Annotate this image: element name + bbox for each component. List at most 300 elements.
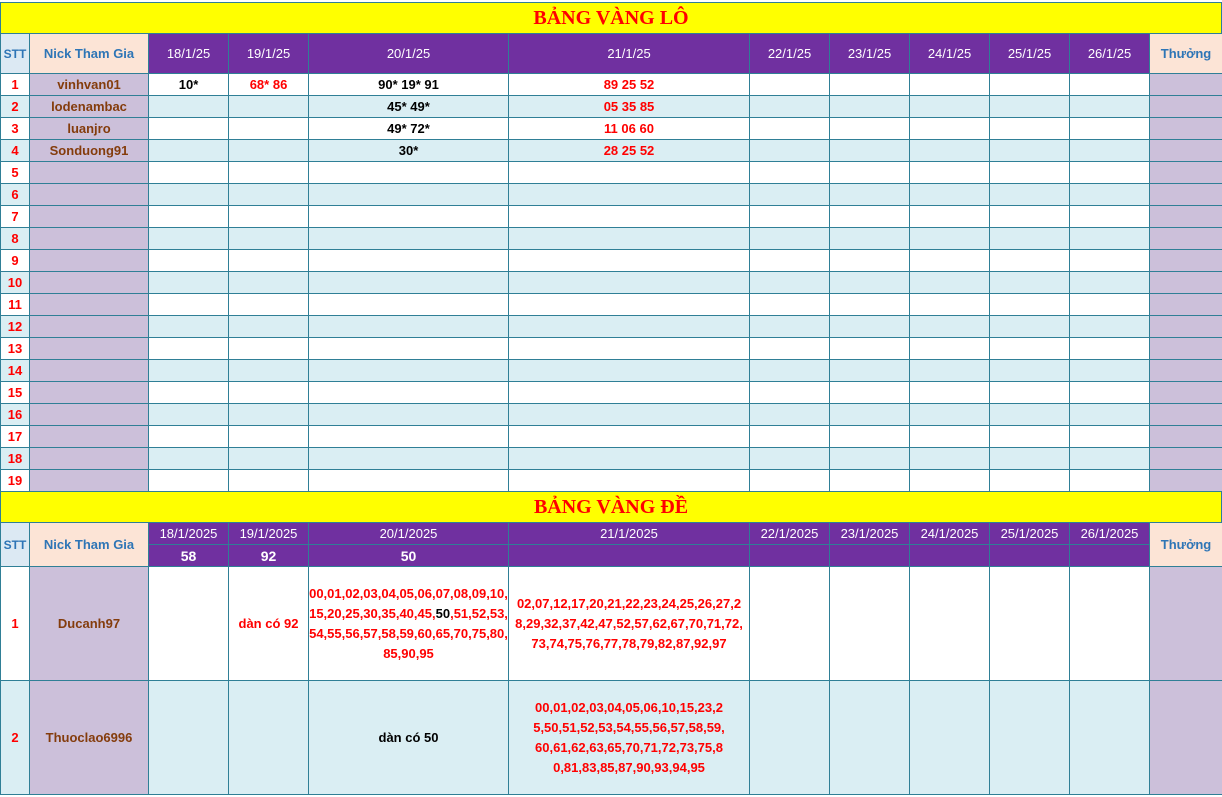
lo-cell	[910, 162, 990, 184]
lo-cell: 28 25 52	[509, 140, 750, 162]
lo-stt-cell: 6	[1, 184, 30, 206]
lo-nick-cell	[30, 448, 149, 470]
lo-cell	[149, 338, 229, 360]
lo-cell	[1070, 74, 1150, 96]
de-date-header: 19/1/2025	[229, 523, 309, 545]
lo-cell	[830, 426, 910, 448]
lo-stt-cell: 2	[1, 96, 30, 118]
lo-cell	[229, 470, 309, 492]
lo-cell	[509, 206, 750, 228]
lo-cell	[1070, 228, 1150, 250]
de-date-header: 20/1/2025	[309, 523, 509, 545]
lo-cell	[229, 96, 309, 118]
lo-cell	[509, 448, 750, 470]
lo-date-header: 20/1/25	[309, 34, 509, 74]
lo-cell	[750, 448, 830, 470]
de-date-header: 25/1/2025	[990, 523, 1070, 545]
lo-cell	[509, 228, 750, 250]
lo-cell	[990, 382, 1070, 404]
lo-stt-cell: 19	[1, 470, 30, 492]
lo-nick-cell	[30, 250, 149, 272]
lo-cell	[990, 272, 1070, 294]
lo-row	[1, 404, 1222, 426]
lo-cell	[509, 426, 750, 448]
lo-cell	[1070, 294, 1150, 316]
de-result	[1070, 545, 1150, 567]
lo-cell	[149, 206, 229, 228]
lo-cell	[229, 162, 309, 184]
lo-cell: 49* 72*	[309, 118, 509, 140]
lo-row	[1, 74, 1222, 96]
lo-cell	[149, 426, 229, 448]
lo-cell: 10*	[149, 74, 229, 96]
lo-cell: 30*	[309, 140, 509, 162]
lo-cell	[1070, 448, 1150, 470]
lo-row	[1, 118, 1222, 140]
lo-cell	[509, 316, 750, 338]
de-date-header: 21/1/2025	[509, 523, 750, 545]
de-cell	[990, 567, 1070, 681]
lo-nick-cell	[30, 162, 149, 184]
lo-row	[1, 96, 1222, 118]
lo-cell	[1070, 316, 1150, 338]
lo-cell	[910, 360, 990, 382]
lo-stt-cell: 3	[1, 118, 30, 140]
lo-cell	[750, 162, 830, 184]
lo-cell	[990, 294, 1070, 316]
de-cell: 02,07,12,17,20,21,22,23,24,25,26,27,28,29,32,37,42,47,52,57,62,67,70,71,72,73,74,75,76,77,78,79,82,87,92,97	[509, 567, 750, 681]
lo-cell	[1070, 206, 1150, 228]
lo-cell	[990, 360, 1070, 382]
lo-cell	[309, 382, 509, 404]
lo-row	[1, 140, 1222, 162]
lo-cell	[509, 294, 750, 316]
lo-cell	[830, 316, 910, 338]
lo-cell	[830, 338, 910, 360]
lo-cell	[149, 316, 229, 338]
lo-date-header: 23/1/25	[830, 34, 910, 74]
lo-row	[1, 162, 1222, 184]
lo-cell	[1070, 184, 1150, 206]
lo-thuong-cell	[1150, 74, 1222, 96]
de-date-header: 23/1/2025	[830, 523, 910, 545]
de-result	[910, 545, 990, 567]
lo-cell	[910, 338, 990, 360]
lo-stt-cell: 14	[1, 360, 30, 382]
lo-cell	[229, 184, 309, 206]
lo-cell	[309, 426, 509, 448]
lo-cell	[309, 228, 509, 250]
lo-cell	[149, 162, 229, 184]
lo-nick-cell	[30, 294, 149, 316]
lo-cell	[750, 294, 830, 316]
lo-cell	[750, 184, 830, 206]
lo-cell	[990, 118, 1070, 140]
de-numbers: 00,01,02,03,04,05,06,07,08,09,10,15,20,25,30,35,40,45,	[309, 585, 508, 621]
lo-cell	[229, 206, 309, 228]
lo-cell	[1070, 382, 1150, 404]
lo-row	[1, 250, 1222, 272]
lo-nick-header: Nick Tham Gia	[30, 34, 149, 74]
lo-cell	[990, 162, 1070, 184]
de-numbers: ,51,52,53,54,55,56,57,58,59,60,65,70,75,80,85,90,95	[309, 605, 508, 661]
lo-cell	[990, 184, 1070, 206]
lo-cell	[830, 250, 910, 272]
de-result	[990, 545, 1070, 567]
de-result	[509, 545, 750, 567]
lo-row	[1, 228, 1222, 250]
de-row	[1, 681, 1222, 795]
de-result	[830, 545, 910, 567]
lo-stt-cell: 11	[1, 294, 30, 316]
lo-cell	[910, 294, 990, 316]
de-result: 92	[229, 545, 309, 567]
de-cell	[1070, 567, 1150, 681]
de-date-header: 24/1/2025	[910, 523, 990, 545]
lo-cell	[309, 404, 509, 426]
lo-stt-cell: 16	[1, 404, 30, 426]
lo-cell	[509, 162, 750, 184]
lo-cell: 11 06 60	[509, 118, 750, 140]
lo-thuong-cell	[1150, 228, 1222, 250]
lo-cell	[229, 404, 309, 426]
lo-row	[1, 382, 1222, 404]
lo-row	[1, 184, 1222, 206]
lo-cell	[509, 184, 750, 206]
de-result	[750, 545, 830, 567]
lo-cell	[910, 228, 990, 250]
lo-cell	[830, 382, 910, 404]
lo-thuong-cell	[1150, 206, 1222, 228]
lo-cell	[750, 74, 830, 96]
de-nick-cell: Thuoclao6996	[30, 681, 149, 795]
de-cell	[750, 681, 830, 795]
de-cell: dàn có 50	[309, 681, 509, 795]
lo-cell	[750, 382, 830, 404]
lo-cell	[830, 294, 910, 316]
lo-nick-cell	[30, 382, 149, 404]
lo-cell	[830, 206, 910, 228]
lo-row	[1, 448, 1222, 470]
lo-cell	[229, 426, 309, 448]
lo-nick-cell: lodenambac	[30, 96, 149, 118]
lo-cell	[149, 272, 229, 294]
lo-cell	[910, 470, 990, 492]
lo-cell	[830, 96, 910, 118]
de-thuong-cell	[1150, 567, 1222, 681]
lo-cell	[309, 338, 509, 360]
lo-nick-cell: vinhvan01	[30, 74, 149, 96]
lo-nick-cell	[30, 272, 149, 294]
lo-cell	[1070, 338, 1150, 360]
lo-row	[1, 206, 1222, 228]
de-date-header: 22/1/2025	[750, 523, 830, 545]
lo-stt-cell: 5	[1, 162, 30, 184]
lo-stt-cell: 4	[1, 140, 30, 162]
lo-cell	[309, 250, 509, 272]
lo-thuong-cell	[1150, 140, 1222, 162]
lo-cell	[750, 140, 830, 162]
lo-cell	[509, 382, 750, 404]
lo-cell	[830, 228, 910, 250]
de-cell	[910, 681, 990, 795]
lo-cell	[1070, 404, 1150, 426]
lo-thuong-cell	[1150, 184, 1222, 206]
lo-stt-cell: 15	[1, 382, 30, 404]
lo-thuong-cell	[1150, 448, 1222, 470]
lo-cell	[750, 96, 830, 118]
de-result: 50	[309, 545, 509, 567]
lo-nick-cell: luanjro	[30, 118, 149, 140]
lo-cell	[509, 360, 750, 382]
lo-stt-cell: 18	[1, 448, 30, 470]
lo-thuong-cell	[1150, 470, 1222, 492]
lo-cell	[910, 316, 990, 338]
de-cell	[990, 681, 1070, 795]
lo-cell	[229, 140, 309, 162]
lo-stt-cell: 7	[1, 206, 30, 228]
lo-cell	[750, 206, 830, 228]
lo-cell	[309, 316, 509, 338]
lo-cell	[910, 404, 990, 426]
lo-thuong-cell	[1150, 426, 1222, 448]
lo-nick-cell	[30, 228, 149, 250]
lo-cell	[750, 316, 830, 338]
lo-cell	[309, 162, 509, 184]
lo-cell	[149, 294, 229, 316]
lo-cell	[910, 272, 990, 294]
de-date-header: 18/1/2025	[149, 523, 229, 545]
lo-cell	[830, 74, 910, 96]
lo-cell	[830, 448, 910, 470]
lo-cell	[149, 404, 229, 426]
lo-cell	[750, 118, 830, 140]
lo-cell	[1070, 162, 1150, 184]
lo-cell	[229, 360, 309, 382]
lo-cell	[309, 448, 509, 470]
lo-thuong-cell	[1150, 250, 1222, 272]
lo-cell	[910, 206, 990, 228]
lo-nick-cell	[30, 316, 149, 338]
lo-row	[1, 338, 1222, 360]
lo-cell	[149, 184, 229, 206]
lo-thuong-cell	[1150, 404, 1222, 426]
lo-cell	[830, 360, 910, 382]
lo-cell	[910, 448, 990, 470]
lo-cell	[309, 272, 509, 294]
de-stt-cell: 1	[1, 567, 30, 681]
de-cell	[830, 681, 910, 795]
lo-thuong-cell	[1150, 316, 1222, 338]
lo-cell	[830, 272, 910, 294]
lo-thuong-cell	[1150, 382, 1222, 404]
lo-cell	[309, 206, 509, 228]
lo-cell	[1070, 250, 1150, 272]
lo-nick-cell	[30, 184, 149, 206]
lo-cell	[990, 338, 1070, 360]
lo-cell: 05 35 85	[509, 96, 750, 118]
lo-cell	[229, 294, 309, 316]
lo-cell	[229, 316, 309, 338]
lo-cell	[750, 360, 830, 382]
lo-cell	[830, 162, 910, 184]
lo-stt-cell: 8	[1, 228, 30, 250]
lo-cell	[229, 250, 309, 272]
lo-cell	[229, 228, 309, 250]
de-cell	[309, 567, 509, 681]
lo-cell	[990, 74, 1070, 96]
lo-cell	[1070, 360, 1150, 382]
lo-date-header: 24/1/25	[910, 34, 990, 74]
lo-cell	[229, 448, 309, 470]
lo-cell: 68* 86	[229, 74, 309, 96]
lo-cell	[910, 96, 990, 118]
lo-cell	[1070, 140, 1150, 162]
lo-cell	[830, 470, 910, 492]
lo-stt-cell: 10	[1, 272, 30, 294]
lo-cell	[229, 338, 309, 360]
lo-cell	[509, 338, 750, 360]
lo-cell	[1070, 96, 1150, 118]
lo-cell	[990, 448, 1070, 470]
lo-cell	[309, 470, 509, 492]
lo-cell	[149, 470, 229, 492]
lo-cell	[149, 360, 229, 382]
lo-cell	[750, 228, 830, 250]
lo-nick-cell	[30, 206, 149, 228]
de-title: BẢNG VÀNG ĐỀ	[0, 491, 1222, 523]
de-result-row	[1, 545, 1222, 567]
lo-cell	[910, 250, 990, 272]
lo-title: BẢNG VÀNG LÔ	[0, 2, 1222, 34]
lo-nick-cell	[30, 426, 149, 448]
de-stt-header: STT	[1, 523, 30, 567]
de-row	[1, 567, 1222, 681]
lo-nick-cell	[30, 360, 149, 382]
lo-cell	[1070, 470, 1150, 492]
lo-cell	[149, 250, 229, 272]
lo-cell	[509, 250, 750, 272]
lo-cell	[830, 404, 910, 426]
lo-row	[1, 470, 1222, 492]
lo-header-row	[1, 34, 1222, 74]
lo-cell	[990, 426, 1070, 448]
de-cell	[149, 567, 229, 681]
de-date-header: 26/1/2025	[1070, 523, 1150, 545]
de-stt-cell: 2	[1, 681, 30, 795]
lo-cell	[750, 404, 830, 426]
lo-row	[1, 316, 1222, 338]
lo-cell	[149, 382, 229, 404]
lo-cell	[830, 118, 910, 140]
lo-thuong-cell	[1150, 162, 1222, 184]
lo-cell	[149, 448, 229, 470]
lo-cell	[750, 338, 830, 360]
lo-cell	[750, 272, 830, 294]
lo-cell	[830, 140, 910, 162]
lo-cell	[910, 118, 990, 140]
lo-thuong-cell	[1150, 338, 1222, 360]
lo-cell	[509, 404, 750, 426]
lo-cell	[990, 470, 1070, 492]
de-cell	[229, 681, 309, 795]
lo-cell	[1070, 426, 1150, 448]
lo-stt-cell: 1	[1, 74, 30, 96]
lo-cell	[309, 360, 509, 382]
lo-cell	[990, 316, 1070, 338]
lo-cell	[750, 250, 830, 272]
de-cell	[1070, 681, 1150, 795]
lo-cell	[149, 118, 229, 140]
lo-table	[0, 33, 1222, 492]
lo-thuong-cell	[1150, 118, 1222, 140]
lo-cell	[990, 404, 1070, 426]
lo-cell	[229, 272, 309, 294]
lo-stt-cell: 13	[1, 338, 30, 360]
lo-row	[1, 272, 1222, 294]
lo-cell	[309, 184, 509, 206]
de-nick-header: Nick Tham Gia	[30, 523, 149, 567]
lo-cell	[229, 118, 309, 140]
lo-cell	[910, 382, 990, 404]
de-hit-number: 50	[435, 605, 451, 621]
de-nick-cell: Ducanh97	[30, 567, 149, 681]
de-thuong-header: Thưởng	[1150, 523, 1222, 567]
lo-cell	[229, 382, 309, 404]
lo-nick-cell	[30, 338, 149, 360]
lo-cell	[910, 74, 990, 96]
de-cell	[149, 681, 229, 795]
lo-nick-cell: Sonduong91	[30, 140, 149, 162]
lo-stt-cell: 12	[1, 316, 30, 338]
de-thuong-cell	[1150, 681, 1222, 795]
lo-cell: 90* 19* 91	[309, 74, 509, 96]
lo-date-header: 22/1/25	[750, 34, 830, 74]
de-cell: 00,01,02,03,04,05,06,10,15,23,25,50,51,52,53,54,55,56,57,58,59,60,61,62,63,65,70,71,72,73,75,80,81,83,85,87,90,93,94,95	[509, 681, 750, 795]
lo-date-header: 21/1/25	[509, 34, 750, 74]
de-result: 58	[149, 545, 229, 567]
lo-cell	[910, 140, 990, 162]
lo-date-header: 19/1/25	[229, 34, 309, 74]
lo-cell: 89 25 52	[509, 74, 750, 96]
lo-cell	[910, 426, 990, 448]
lo-thuong-cell	[1150, 294, 1222, 316]
lo-thuong-cell	[1150, 272, 1222, 294]
lo-cell	[1070, 118, 1150, 140]
lo-cell	[750, 470, 830, 492]
lo-date-header: 26/1/25	[1070, 34, 1150, 74]
de-cell	[910, 567, 990, 681]
de-cell: dàn có 92	[229, 567, 309, 681]
lo-cell	[149, 96, 229, 118]
de-header-row	[1, 523, 1222, 545]
lo-cell	[750, 426, 830, 448]
lo-row	[1, 294, 1222, 316]
lo-cell	[830, 184, 910, 206]
lo-cell	[990, 228, 1070, 250]
lo-cell	[149, 228, 229, 250]
lo-nick-cell	[30, 470, 149, 492]
lo-cell	[990, 250, 1070, 272]
lo-cell	[509, 470, 750, 492]
lo-row	[1, 360, 1222, 382]
lo-row	[1, 426, 1222, 448]
lo-cell	[1070, 272, 1150, 294]
lo-thuong-cell	[1150, 96, 1222, 118]
lo-cell: 45* 49*	[309, 96, 509, 118]
lo-cell	[309, 294, 509, 316]
lo-thuong-cell	[1150, 360, 1222, 382]
